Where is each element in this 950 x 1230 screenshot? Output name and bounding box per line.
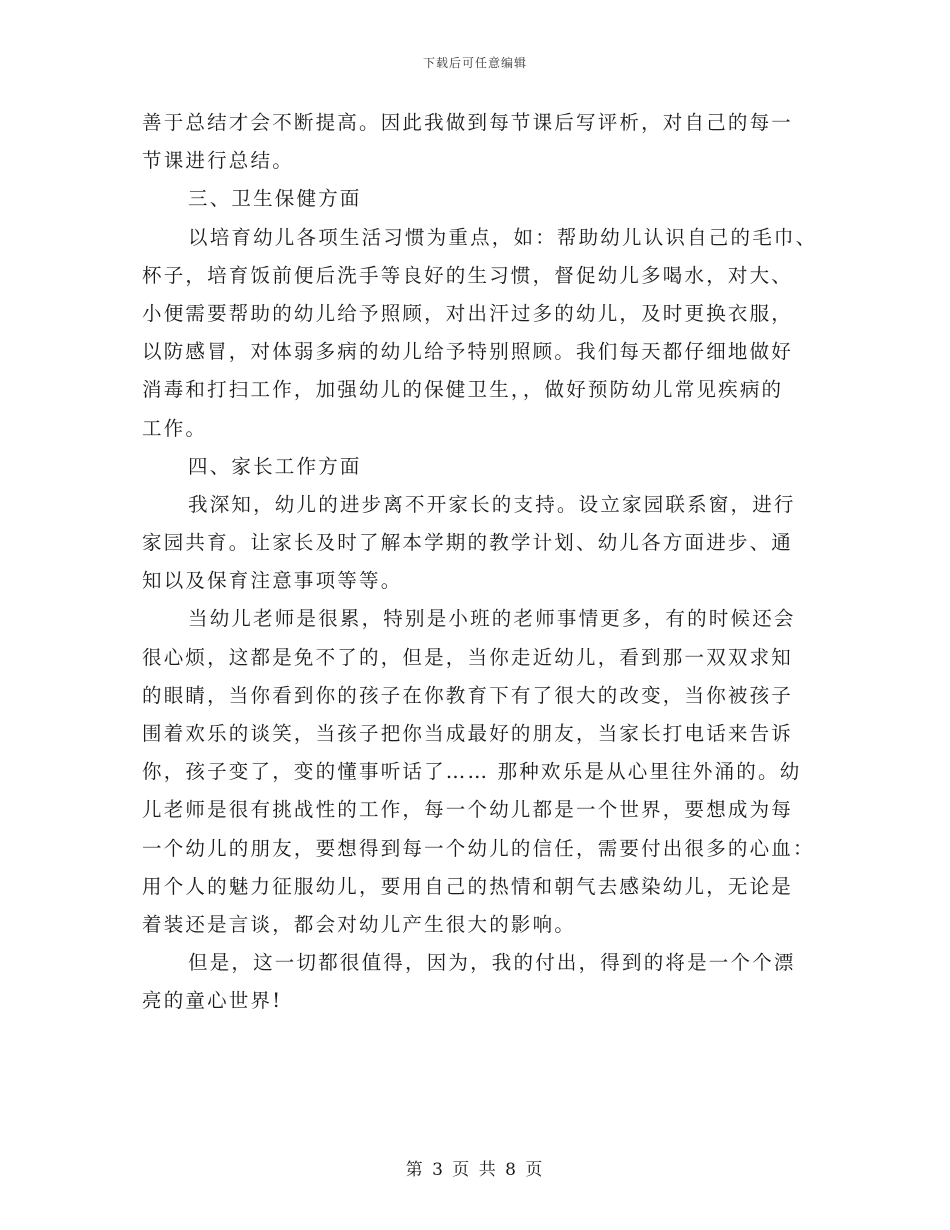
text-line: 我深知，幼儿的进步离不开家长的支持。设立家园联系窗，进行 <box>188 492 796 516</box>
text-line: 家园共育。让家长及时了解本学期的教学计划、幼儿各方面进步、通 <box>142 531 794 555</box>
text-line: 节课进行总结。 <box>142 149 294 173</box>
text-line: 知以及保育注意事项等等。 <box>142 569 403 593</box>
page-header: 下载后可任意编辑 <box>422 56 527 70</box>
text-line: 着装还是言谈，都会对幼儿产生很大的影响。 <box>142 912 577 936</box>
text-line: 很心烦，这都是免不了的，但是，当你走近幼儿，看到那一双双求知 <box>142 645 794 669</box>
document-body <box>142 104 822 1021</box>
text-line: 以防感冒，对体弱多病的幼儿给予特别照顾。我们每天都仔细地做好 <box>142 340 794 364</box>
text-line: 亮的童心世界! <box>142 989 283 1013</box>
text-line: 工作。 <box>142 416 208 440</box>
page-number: 第 3 页 共 8 页 <box>405 1160 545 1180</box>
text-line: 当幼儿老师是很累，特别是小班的老师事情更多，有的时候还会 <box>188 607 796 631</box>
text-line: 儿老师是很有挑战性的工作，每一个幼儿都是一个世界，要想成为每 <box>142 798 794 822</box>
section-heading: 四、家长工作方面 <box>188 454 362 478</box>
text-line: 用个人的魅力征服幼儿，要用自己的热情和朝气去感染幼儿，无论是 <box>142 874 794 898</box>
text-line: 善于总结才会不断提高。因此我做到每节课后写评析，对自己的每一 <box>142 111 794 134</box>
text-line: 你，孩子变了，变的懂事听话了…… 那种欢乐是从心里往外涌的。幼 <box>142 760 802 784</box>
text-line: 以培育幼儿各项生活习惯为重点，如：帮助幼儿认识自己的毛巾、 <box>188 225 818 249</box>
text-line: 消毒和打扫工作，加强幼儿的保健卫生，，做好预防幼儿常见疾病的 <box>142 378 784 402</box>
text-line: 的眼睛，当你看到你的孩子在你教育下有了很大的改变，当你被孩子 <box>142 683 794 707</box>
text-line: 小便需要帮助的幼儿给予照顾，对出汗过多的幼儿，及时更换衣服， <box>142 301 794 325</box>
text-line: 但是，这一切都很值得，因为，我的付出，得到的将是一个个漂 <box>188 951 796 975</box>
section-heading: 三、卫生保健方面 <box>188 187 362 211</box>
text-line: 杯子，培育饭前便后洗手等良好的生习惯，督促幼儿多喝水，对大、 <box>142 263 794 287</box>
text-line: 围着欢乐的谈笑，当孩子把你当成最好的朋友，当家长打电话来告诉 <box>142 722 794 745</box>
text-line: 一个幼儿的朋友，要想得到每一个幼儿的信任，需要付出很多的心血： <box>142 836 815 860</box>
